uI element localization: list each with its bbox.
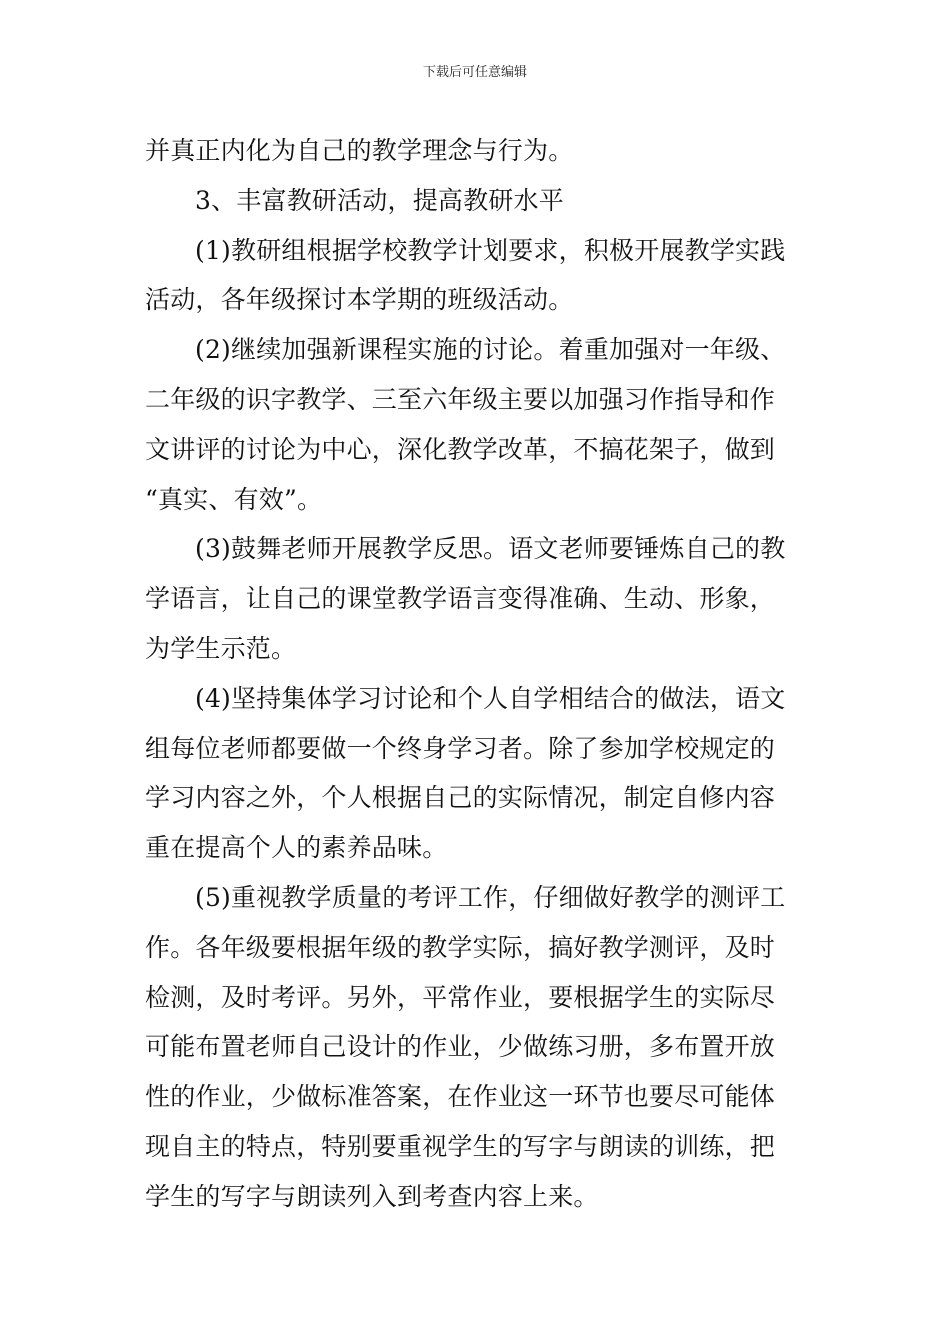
body-line: 二年级的识字教学、三至六年级主要以加强习作指导和作: [145, 384, 776, 414]
body-line: 学生的写字与朗读列入到考查内容上来。: [145, 1181, 599, 1211]
body-line: 可能布置老师自己设计的作业，少做练习册，多布置开放: [145, 1032, 776, 1062]
body-line: 为学生示范。: [145, 633, 297, 663]
section-heading: 3、丰富教研活动，提高教研水平: [195, 185, 564, 215]
body-line: 活动，各年级探讨本学期的班级活动。: [145, 285, 574, 315]
body-line: 文讲评的讨论为中心，深化教学改革，不搞花架子，做到: [145, 434, 776, 464]
body-line: 现自主的特点，特别要重视学生的写字与朗读的训练，把: [145, 1131, 776, 1161]
page-header: 下载后可任意编辑: [422, 65, 527, 80]
body-line: “真实、有效”。: [145, 484, 323, 514]
body-line: 并真正内化为自己的教学理念与行为。: [145, 136, 574, 165]
body-line: (3)鼓舞老师开展教学反思。语文老师要锤炼自己的教: [195, 534, 786, 564]
body-line: (2)继续加强新课程实施的讨论。着重加强对一年级、: [195, 335, 786, 365]
body-line: 性的作业，少做标准答案，在作业这一环节也要尽可能体: [145, 1082, 776, 1112]
body-line: (4)坚持集体学习讨论和个人自学相结合的做法，语文: [195, 683, 786, 713]
document-body: [145, 126, 810, 1222]
body-line: 组每位老师都要做一个终身学习者。除了参加学校规定的: [145, 733, 776, 763]
body-line: 学习内容之外，个人根据自己的实际情况，制定自修内容: [145, 783, 776, 813]
body-line: 重在提高个人的素养品味。: [145, 833, 448, 863]
body-line: 作。各年级要根据年级的教学实际，搞好教学测评，及时: [145, 932, 776, 962]
body-line: 学语言，让自己的课堂教学语言变得准确、生动、形象，: [145, 584, 776, 614]
body-line: (1)教研组根据学校教学计划要求，积极开展教学实践: [195, 235, 786, 265]
body-line: 检测，及时考评。另外，平常作业，要根据学生的实际尽: [145, 982, 776, 1012]
body-line: (5)重视教学质量的考评工作，仔细做好教学的测评工: [195, 882, 786, 912]
